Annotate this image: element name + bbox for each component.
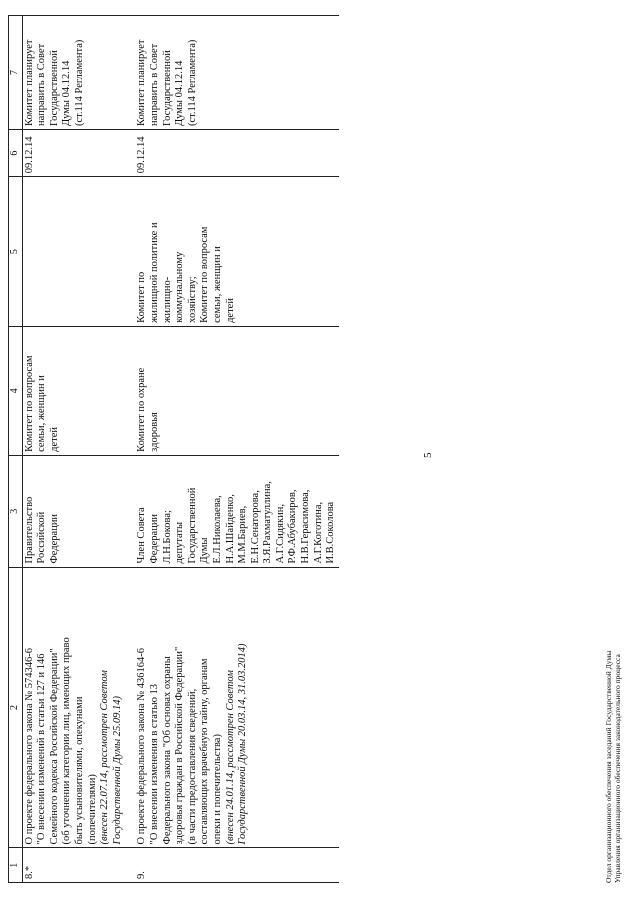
co-committee-line: жилищно-: [161, 276, 173, 323]
committee-line: семьи, женщин и: [36, 375, 48, 452]
plan-line: Государственной: [161, 50, 173, 127]
footer-line-2: Управления организационного обеспечения законодательного процесса: [613, 654, 622, 883]
initiator-line: Федерации: [148, 513, 160, 564]
initiator-line: Р.Ф.Абубакиров,: [287, 489, 299, 564]
plan-cell: [135, 16, 339, 130]
bill-note-line: (внесен 22.07.14, рассмотрен Советом: [99, 670, 111, 845]
co-committee-line: коммунальному: [174, 251, 186, 323]
footer-line-1: Отдел организационного обеспечения заседаний Государственной Думы: [604, 650, 613, 883]
table-header: [9, 16, 23, 883]
committee-line: здоровья: [148, 412, 160, 452]
page-number: 5: [422, 452, 434, 458]
spacer-cell: [125, 326, 135, 455]
bill-description: [135, 567, 339, 848]
bill-title-line: быть усыновителями, опекунами: [73, 696, 85, 845]
initiator-line: З.Я.Рахматуллина,: [262, 481, 274, 564]
bill-title-line: составляющих врачебную тайну, органам: [199, 658, 211, 845]
plan-line: (ст.114 Регламента): [73, 39, 85, 127]
plan-cell: [22, 16, 125, 130]
table-body: [22, 16, 339, 883]
bill-title-line: опеки и попечительства): [211, 734, 223, 845]
bill-title-line: Семейного кодекса Российской Федерации": [48, 648, 60, 845]
initiator-line: Российской: [36, 511, 48, 564]
bill-title-line: (попечителями): [86, 774, 98, 845]
co-committee-line: хозяйству;: [186, 276, 198, 323]
committee-line: Комитет по вопросам: [23, 355, 35, 452]
col-header-5: 5: [9, 177, 23, 327]
footer: [604, 651, 622, 883]
initiator-cell: [22, 455, 125, 567]
plan-line: Комитет планирует: [136, 39, 148, 127]
initiator-line: Федерации: [48, 513, 60, 564]
plan-line: направить в Совет: [148, 43, 160, 127]
col-header-4: 4: [9, 326, 23, 455]
col-header-6: 6: [9, 130, 23, 177]
bill-note-line: (внесен 24.01.14, рассмотрен Советом: [224, 670, 236, 845]
initiator-line: Е.Н.Сенаторова,: [249, 490, 261, 564]
bill-title-line: Федерального закона "Об основах охраны: [161, 656, 173, 845]
row-number: 9.: [135, 848, 339, 883]
initiator-line: Думы: [199, 537, 211, 564]
committee-line: детей: [48, 426, 60, 452]
spacer-cell: [125, 848, 135, 883]
co-committee-line: детей: [224, 298, 236, 323]
spacer-cell: [125, 177, 135, 327]
bill-title-line: О проекте федерального закона № 436164-6: [136, 647, 148, 845]
bills-table: [8, 15, 339, 883]
plan-line: Думы 04.12.14: [174, 60, 186, 127]
spacer-cell: [125, 567, 135, 848]
co-committee-line: семьи, женщин и: [211, 246, 223, 323]
col-header-2: 2: [9, 567, 23, 848]
plan-line: Думы 04.12.14: [61, 60, 73, 127]
committee-cell: [22, 326, 125, 455]
co-committee-line: жилищной политике и: [148, 222, 160, 323]
committee-line: Комитет по охране: [136, 367, 148, 452]
bill-title-line: "О внесении изменений в статьи 127 и 146: [36, 653, 48, 845]
initiator-line: Правительство: [23, 496, 35, 564]
co-committee-line: Комитет по вопросам: [199, 226, 211, 323]
plan-line: Комитет планирует: [23, 39, 35, 127]
table-row: [135, 16, 339, 883]
bill-note-line: Государственной Думы 20.03.14, 31.03.2014): [237, 643, 249, 845]
spacer-cell: [125, 16, 135, 130]
initiator-line: Н.В.Герасимова,: [300, 489, 312, 564]
initiator-line: А.Г.Коготина,: [312, 501, 324, 564]
col-header-1: 1: [9, 848, 23, 883]
committee-cell: [135, 326, 339, 455]
initiator-line: Член Совета: [136, 507, 148, 564]
initiator-line: М.М.Бариев,: [237, 505, 249, 564]
row-spacer: [125, 16, 135, 883]
table-row: [22, 16, 125, 883]
bill-description: [22, 567, 125, 848]
initiator-cell: [135, 455, 339, 567]
initiator-line: И.В.Соколова: [325, 501, 337, 564]
co-committee-cell: [135, 177, 339, 327]
plan-line: Государственной: [48, 50, 60, 127]
date-cell: 09.12.14: [22, 130, 125, 177]
spacer-cell: [125, 455, 135, 567]
spacer-cell: [125, 130, 135, 177]
initiator-line: Государственной: [186, 487, 198, 564]
co-committee-line: Комитет по: [136, 271, 148, 323]
col-header-3: 3: [9, 455, 23, 567]
bill-title-line: "О внесении изменения в статью 13: [148, 683, 160, 845]
initiator-line: Е.Л.Николаева,: [211, 495, 223, 564]
co-committee-cell: [22, 177, 125, 327]
initiator-line: Л.Н.Бокова;: [161, 510, 173, 564]
plan-line: (ст.114 Регламента): [186, 39, 198, 127]
bill-note-line: Государственной Думы 25.09.14): [111, 695, 123, 845]
initiator-line: Н.А.Шайденко,: [224, 494, 236, 564]
initiator-line: депутаты: [174, 521, 186, 564]
initiator-line: А.Г.Сидякин,: [274, 504, 286, 564]
row-number: 8.*: [22, 848, 125, 883]
date-cell: 09.12.14: [135, 130, 339, 177]
bill-title-line: О проекте федерального закона № 574346-6: [23, 647, 35, 845]
plan-line: направить в Совет: [36, 43, 48, 127]
col-header-7: 7: [9, 16, 23, 130]
bill-title-line: (в части предоставления сведений,: [186, 688, 198, 845]
bill-title-line: здоровья граждан в Российской Федерации": [174, 646, 186, 845]
bill-title-line: (об уточнении категории лиц, имеющих право: [61, 637, 73, 845]
